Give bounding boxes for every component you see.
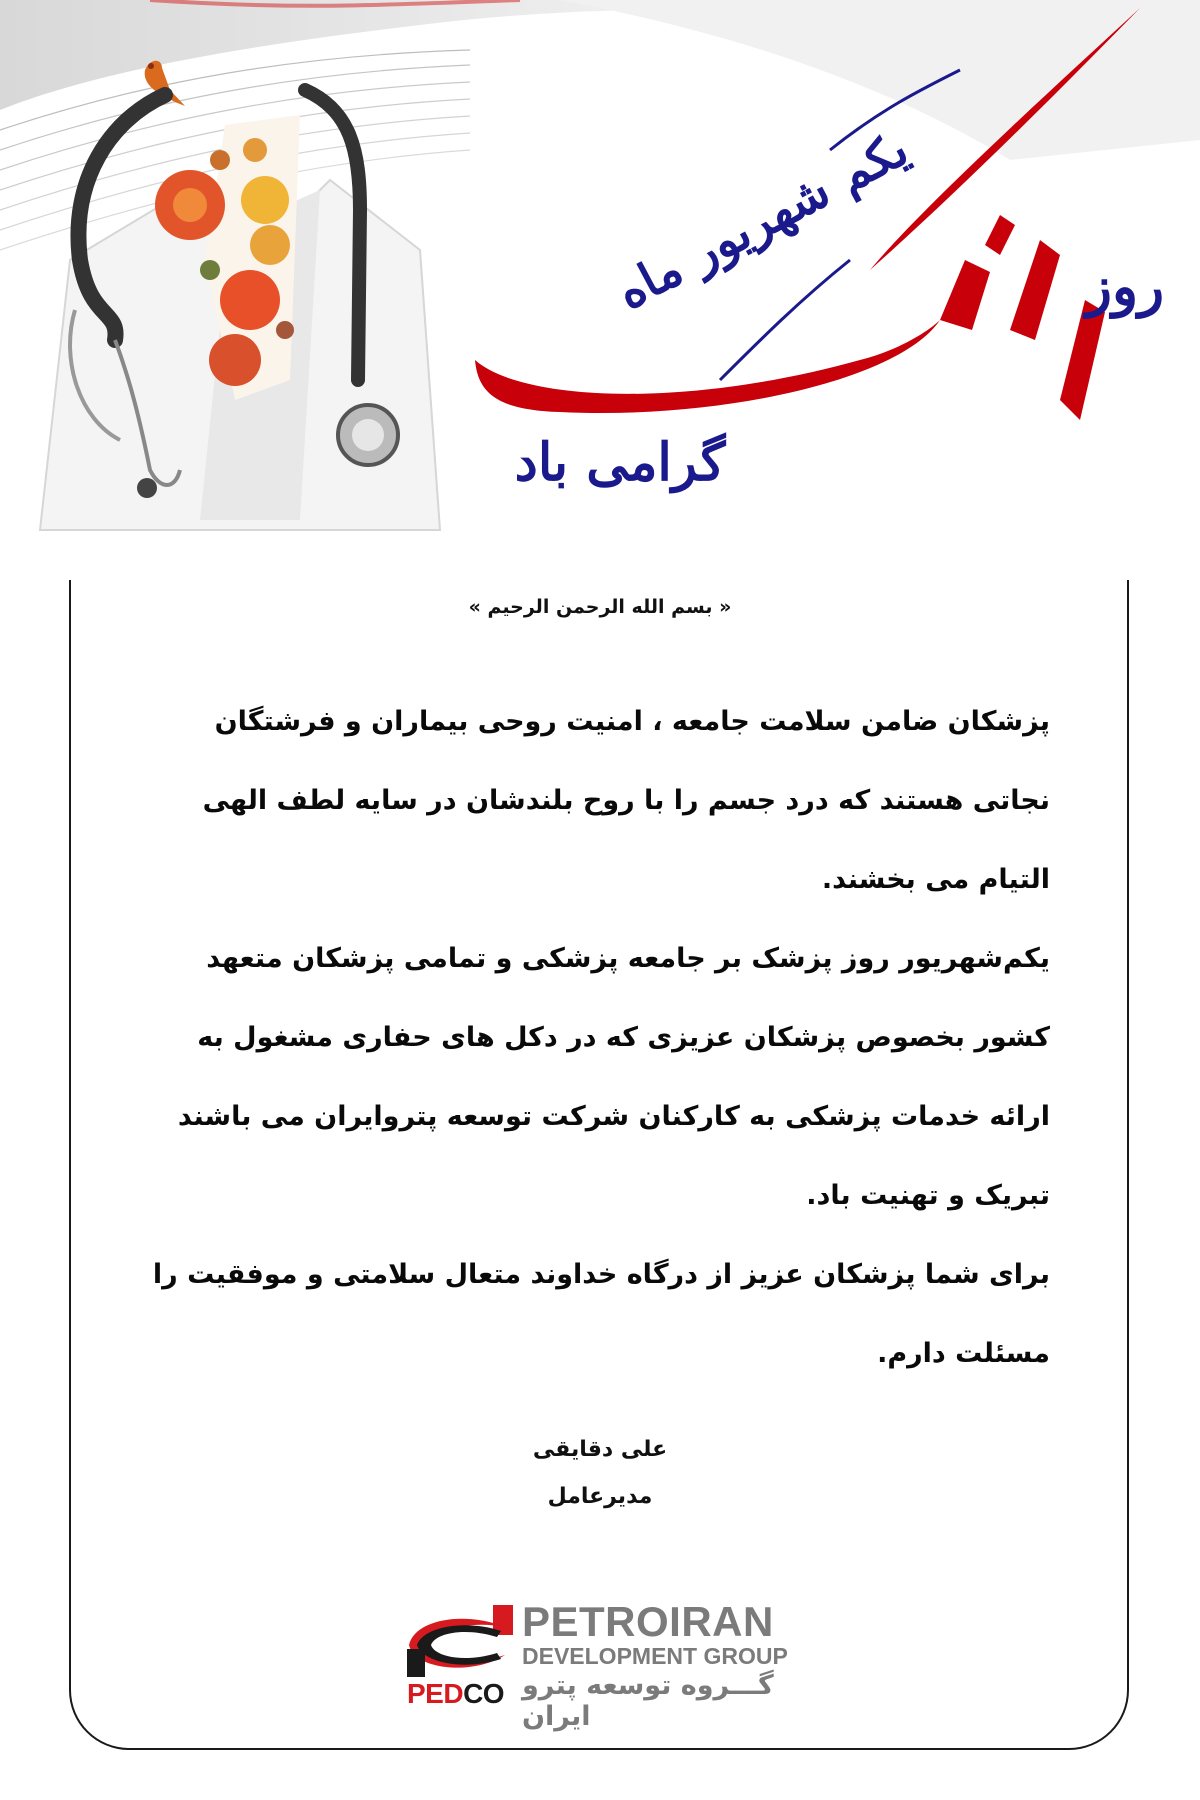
letter-line: برای شما پزشکان عزیز از درگاه خداوند متعال سلامتی و موفقیت را: [152, 1259, 1050, 1290]
persian-company-name: گـــروه توسعه پترو ایران: [522, 1670, 774, 1732]
letter-body: [150, 700, 1050, 1411]
doctor-coat-illustration: [0, 0, 460, 540]
svg-text:روز: روز: [1085, 254, 1165, 318]
pedco-wordmark: PEDCO: [407, 1678, 505, 1709]
letter-line: نجاتی هستند که درد جسم را با روح بلندشان در سایه لطف الهی: [202, 785, 1050, 816]
header-banner: [0, 0, 1200, 540]
letter-line: کشور بخصوص پزشکان عزیزی که در دکل های حفاری مشغول به: [197, 1022, 1050, 1053]
development-group-subtitle: DEVELOPMENT GROUP: [522, 1643, 788, 1669]
letter-line: تبریک و تهنیت باد.: [806, 1180, 1050, 1211]
petroiran-title: PETROIRAN: [522, 1598, 774, 1645]
letter-line: پزشکان ضامن سلامت جامعه ، امنیت روحی بیماران و فرشتگان: [214, 706, 1050, 737]
svg-text:گرامی باد: گرامی باد: [514, 432, 726, 493]
pedco-logo: [405, 1598, 805, 1732]
doctors-day-calligraphy: [440, 0, 1200, 540]
letter-line: التیام می بخشند.: [821, 864, 1050, 895]
pedco-logo-mark-icon: [405, 1605, 515, 1679]
bismillah-heading: « بسم الله الرحمن الرحیم »: [468, 596, 732, 618]
svg-text:یکم شهریور ماه: یکم شهریور ماه: [607, 120, 918, 321]
signature-name: علی دقایقی: [532, 1437, 668, 1462]
letter-line: ارائه خدمات پزشکی به کارکنان شرکت توسعه پتروایران می باشند: [177, 1101, 1050, 1132]
letter-line: مسئلت دارم.: [877, 1338, 1050, 1369]
signature-title: مدیرعامل: [547, 1484, 653, 1509]
letter-line: یکم‌شهریور روز پزشک بر جامعه پزشکی و تمامی پزشکان متعهد: [206, 943, 1050, 974]
